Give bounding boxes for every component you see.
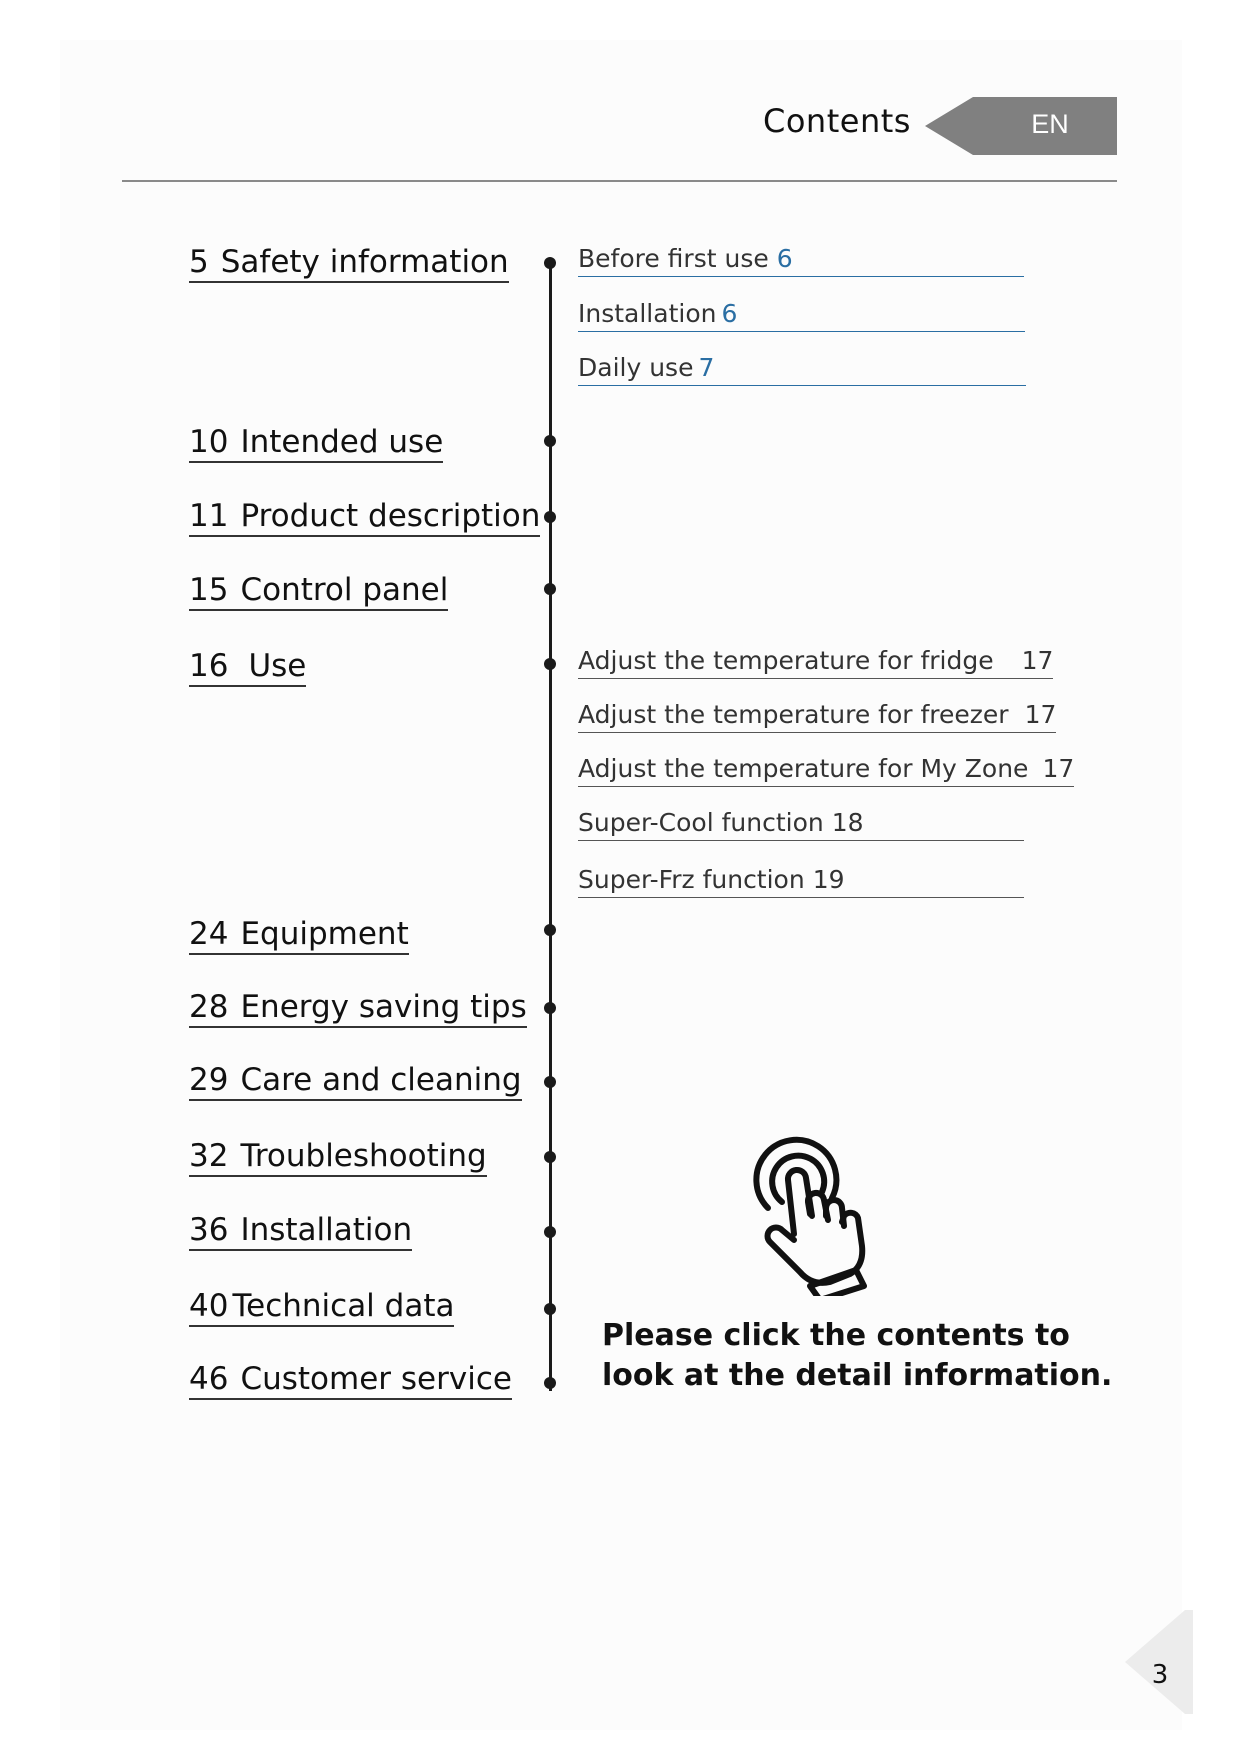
toc-label: Control panel (240, 572, 449, 608)
sub-page-number: 7 (698, 353, 715, 382)
timeline-dot (544, 1076, 556, 1088)
timeline-dot (544, 257, 556, 269)
toc-page-number: 29 (189, 1062, 229, 1098)
header-divider (122, 180, 1117, 182)
timeline-dot (544, 435, 556, 447)
sub-label: Installation (578, 299, 717, 328)
toc-customer-service[interactable] (189, 1361, 512, 1400)
sub-adjust-freezer[interactable] (578, 699, 1056, 733)
sub-label: Adjust the temperature for My Zone (578, 754, 1029, 783)
sub-before-first-use[interactable] (578, 243, 1024, 277)
toc-label: Product description (240, 498, 541, 534)
toc-use[interactable] (189, 648, 306, 687)
toc-page-number: 40 (189, 1288, 229, 1324)
page-title: Contents (763, 102, 911, 140)
sub-adjust-fridge[interactable] (578, 645, 1053, 679)
sub-label: Daily use (578, 353, 694, 382)
sub-label: Super-Frz function (578, 865, 805, 894)
timeline-dot (544, 511, 556, 523)
sub-daily-use[interactable] (578, 352, 1026, 386)
toc-installation[interactable] (189, 1212, 412, 1251)
sub-page-number: 19 (812, 865, 845, 894)
toc-safety-information[interactable] (189, 244, 509, 283)
sub-super-frz[interactable] (578, 864, 1024, 898)
toc-page-number: 46 (189, 1361, 229, 1397)
timeline-dot (544, 583, 556, 595)
toc-label: Intended use (240, 424, 444, 460)
toc-page-number: 15 (189, 572, 229, 608)
sub-page-number: 6 (721, 299, 738, 328)
click-hint (602, 1316, 1112, 1396)
sub-label: Super-Cool function (578, 808, 824, 837)
toc-page-number: 16 (189, 648, 229, 684)
toc-equipment[interactable] (189, 916, 409, 955)
toc-label: Energy saving tips (240, 989, 527, 1025)
timeline-dot (544, 1002, 556, 1014)
toc-page-number: 24 (189, 916, 229, 952)
toc-energy-saving-tips[interactable] (189, 989, 527, 1028)
timeline-dot (544, 924, 556, 936)
sub-page-number: 17 (1024, 700, 1057, 729)
sub-page-number: 18 (831, 808, 864, 837)
toc-label: Customer service (240, 1361, 512, 1397)
timeline-dot (544, 1151, 556, 1163)
sub-label: Before first use (578, 244, 769, 273)
toc-page-number: 32 (189, 1138, 229, 1174)
sub-label: Adjust the temperature for freezer (578, 700, 1009, 729)
toc-label: Equipment (240, 916, 409, 952)
toc-page-number: 5 (189, 244, 209, 280)
toc-care-and-cleaning[interactable] (189, 1062, 522, 1101)
click-hint-line-2: look at the detail information. (602, 1358, 1113, 1393)
timeline-dot (544, 1226, 556, 1238)
sub-page-number: 17 (1021, 646, 1054, 675)
toc-technical-data[interactable] (189, 1288, 454, 1327)
toc-page-number: 11 (189, 498, 229, 534)
toc-control-panel[interactable] (189, 572, 448, 611)
timeline-line (549, 263, 552, 1391)
toc-label: Safety information (220, 244, 509, 280)
toc-label: Technical data (232, 1288, 455, 1324)
toc-intended-use[interactable] (189, 424, 443, 463)
toc-label: Troubleshooting (240, 1138, 487, 1174)
timeline-dot (544, 658, 556, 670)
sub-label: Adjust the temperature for fridge (578, 646, 994, 675)
toc-page-number: 28 (189, 989, 229, 1025)
toc-label: Use (248, 648, 307, 684)
toc-product-description[interactable] (189, 498, 540, 537)
sub-installation[interactable] (578, 298, 1025, 332)
toc-troubleshooting[interactable] (189, 1138, 487, 1177)
tap-hand-icon (750, 1136, 890, 1296)
sub-adjust-my-zone[interactable] (578, 753, 1074, 787)
toc-page-number: 10 (189, 424, 229, 460)
sub-page-number: 17 (1042, 754, 1075, 783)
click-hint-line-1: Please click the contents to (602, 1318, 1070, 1353)
toc-label: Care and cleaning (240, 1062, 522, 1098)
sub-super-cool[interactable] (578, 807, 1024, 841)
timeline-dot (544, 1303, 556, 1315)
toc-page-number: 36 (189, 1212, 229, 1248)
sub-page-number: 6 (776, 244, 793, 273)
page-number: 3 (1151, 1660, 1169, 1690)
language-label: EN (1031, 109, 1069, 139)
timeline-dot (544, 1377, 556, 1389)
toc-label: Installation (240, 1212, 413, 1248)
